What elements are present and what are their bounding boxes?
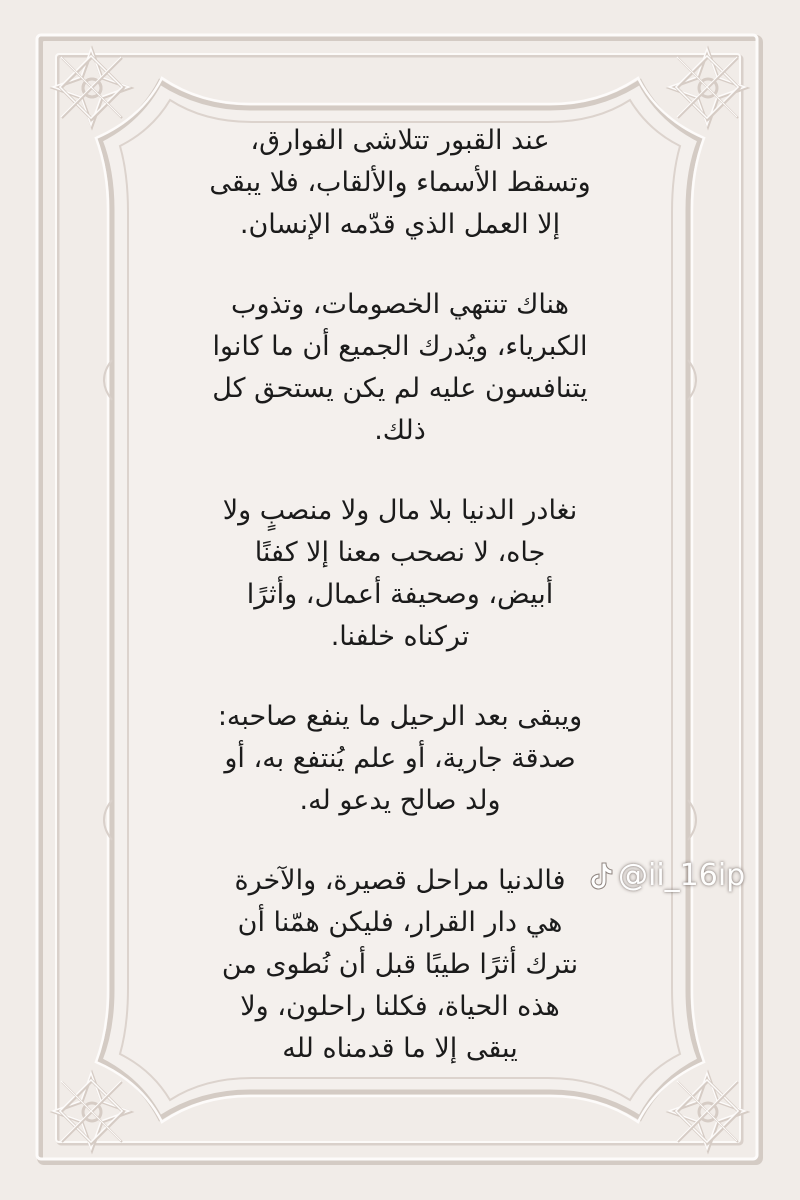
paragraph-line: هناك تنتهي الخصومات، وتذوب — [231, 289, 569, 320]
paragraph-line: إلا العمل الذي قدّمه الإنسان. — [239, 209, 561, 240]
paragraph-line: فالدنيا مراحل قصيرة، والآخرة — [234, 865, 566, 896]
paragraph-line: وتسقط الأسماء والألقاب، فلا يبقى — [209, 167, 591, 198]
paragraph-line: هي دار القرار، فليكن همّنا أن — [237, 907, 563, 938]
paragraph-line: يبقى إلا ما قدمناه لله — [282, 1033, 518, 1064]
watermark-handle: @ii_16ip — [618, 858, 746, 893]
paragraph-line: الكبرياء، ويُدرك الجميع أن ما كانوا — [212, 331, 588, 362]
paragraph-line: تركناه خلفنا. — [330, 621, 470, 652]
paragraph-line: ولد صالح يدعو له. — [299, 785, 501, 816]
paragraph-line: عند القبور تتلاشى الفوارق، — [250, 125, 550, 156]
tiktok-watermark — [588, 858, 745, 893]
paragraph-5 — [150, 860, 650, 1070]
paragraph-4 — [150, 696, 650, 822]
paragraph-line: أبيض، وصحيفة أعمال، وأثرًا — [246, 579, 554, 610]
paragraph-line: نترك أثرًا طيبًا قبل أن نُطوى من — [221, 949, 579, 980]
paragraph-line: ويبقى بعد الرحيل ما ينفع صاحبه: — [217, 701, 583, 732]
paragraph-line: جاه، لا نصحب معنا إلا كفنًا — [254, 537, 546, 568]
text-panel — [150, 120, 650, 1108]
paragraph-line: صدقة جارية، أو علم يُنتفع به، أو — [224, 743, 576, 774]
paragraph-line: هذه الحياة، فكلنا راحلون، ولا — [240, 991, 560, 1022]
paragraph-2 — [150, 284, 650, 452]
paragraph-line: نغادر الدنيا بلا مال ولا منصبٍ ولا — [222, 495, 578, 526]
paragraph-3 — [150, 490, 650, 658]
paragraph-1 — [150, 120, 650, 246]
paragraph-line: يتنافسون عليه لم يكن يستحق كل — [212, 373, 588, 404]
paragraph-line: ذلك. — [374, 415, 426, 446]
tiktok-icon — [588, 861, 614, 891]
